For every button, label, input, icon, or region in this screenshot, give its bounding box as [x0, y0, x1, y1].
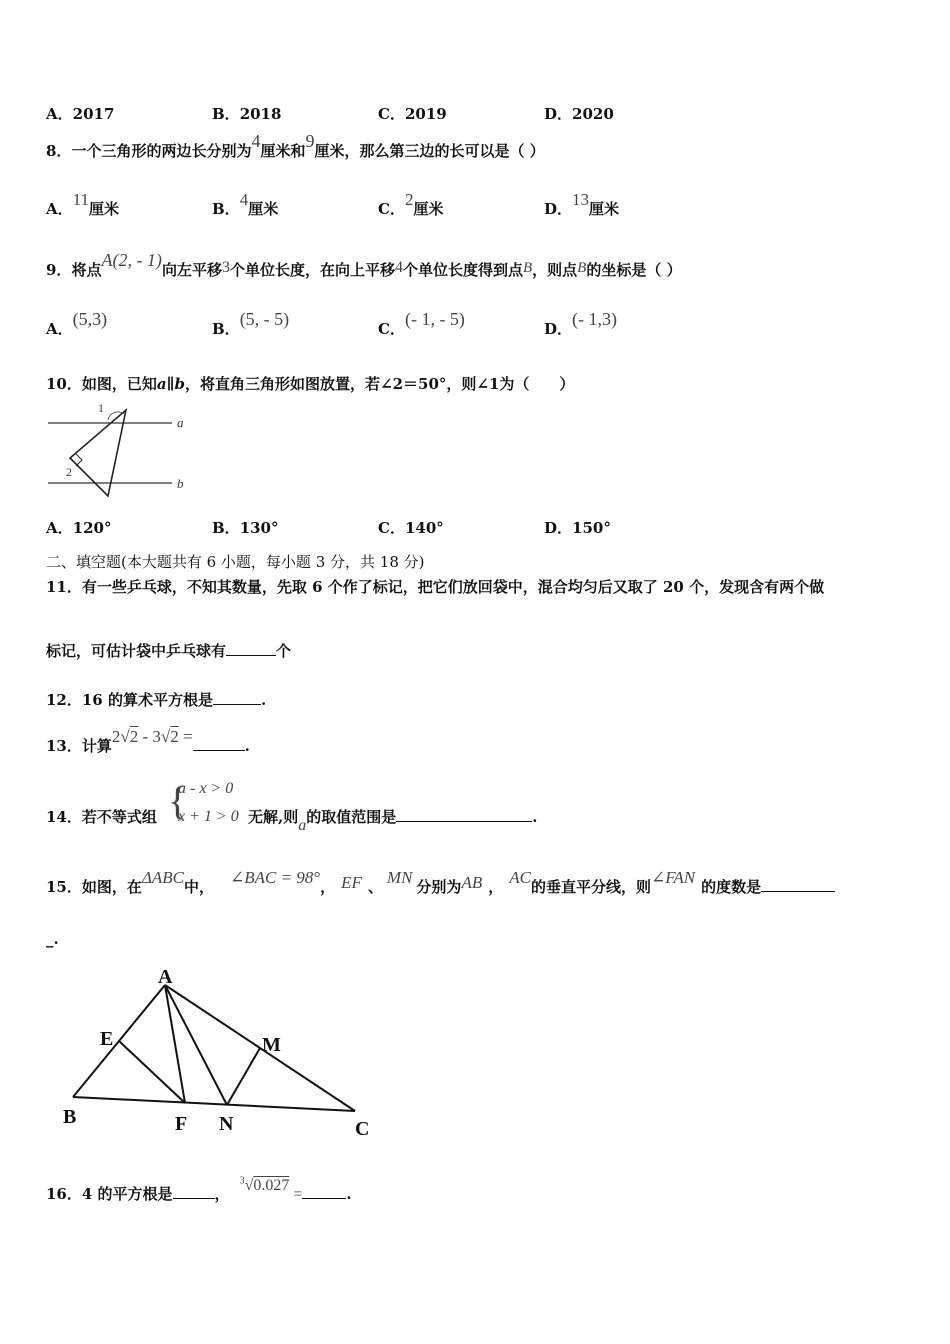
q16: 16．4 的平方根是 ，$^3$√0.027= .	[46, 1175, 352, 1203]
angle-1-label: 1	[98, 401, 104, 415]
q12: 12．16 的算术平方根是 .	[46, 691, 267, 709]
q12-answer-blank[interactable]	[213, 690, 261, 705]
q11-line2: 标记，可估计袋中乒乓球有 个	[46, 642, 292, 660]
q9-option-c: C．(- 1, - 5)	[378, 309, 465, 338]
angle-2-label: 2	[66, 465, 72, 479]
q8-option-d: D．13厘米	[544, 190, 620, 218]
q10-options	[46, 517, 611, 538]
point-c-label: C	[355, 1118, 370, 1140]
q14-brace: {	[168, 778, 188, 823]
q7-option-b: B．2018	[212, 105, 282, 123]
q15-figure	[55, 965, 385, 1145]
point-a-label: A	[158, 966, 173, 988]
q10-option-d: D．150°	[544, 519, 611, 537]
q15-answer-blank[interactable]	[761, 877, 835, 892]
q9-option-b: B．(5, - 5)	[212, 309, 290, 338]
segment-mn	[227, 1048, 260, 1105]
q10-option-b: B．130°	[212, 519, 279, 537]
q7-option-c: C．2019	[378, 105, 447, 123]
q14-answer-blank[interactable]	[396, 807, 532, 822]
q14-inequality-system	[168, 776, 248, 834]
q14-suffix: 无解,则a的取值范围是 .	[248, 808, 538, 834]
q13-expression: 2√2 - 3√2 =	[111, 727, 193, 746]
q7-option-a: A．2017	[46, 105, 115, 123]
q9-option-a: A．(5,3)	[46, 309, 108, 338]
q8-options	[46, 190, 620, 219]
q9-option-d: D．(- 1,3)	[544, 309, 617, 338]
q13: 13．计算2√2 - 3√2 = .	[46, 727, 250, 755]
line-b-label: b	[177, 476, 184, 491]
q14-inequality-2: x + 1 > 0	[178, 808, 239, 825]
point-n-label: N	[219, 1113, 234, 1135]
q15-stem: 15．如图，在ΔABC中， ∠BAC = 98°， EF 、 MN 分别为AB ， AC的垂直平分线，则∠FAN 的度数是	[46, 876, 835, 897]
q16-answer-blank-1[interactable]	[173, 1184, 215, 1199]
point-b-label: B	[63, 1106, 77, 1128]
q9-options	[46, 309, 617, 339]
point-m-label: M	[262, 1034, 281, 1056]
q11-line1: 11．有一些乒乓球，不知其数量，先取 6 个作了标记，把它们放回袋中，混合均匀后又取了 20 个，发现含有两个做	[46, 578, 825, 596]
q7-options	[46, 103, 614, 124]
point-e-label: E	[100, 1028, 114, 1050]
q8-option-a: A．11厘米	[46, 190, 120, 218]
q14-prefix: 14．若不等式组	[46, 808, 157, 826]
q16-answer-blank-2[interactable]	[302, 1184, 346, 1199]
q7-option-d: D．2020	[544, 105, 614, 123]
q10-stem: 10．如图，已知a∥b，将直角三角形如图放置，若∠2＝50°，则∠1为（ ）	[46, 375, 575, 393]
q8-option-b: B．4厘米	[212, 190, 279, 218]
q14-inequality-1: a - x > 0	[178, 780, 234, 797]
segment-bc	[73, 1097, 355, 1111]
q8-stem: 8．一个三角形的两边长分别为4厘米和9厘米，那么第三边的长可以是（ ）	[46, 131, 545, 160]
q10-option-c: C．140°	[378, 519, 444, 537]
point-f-label: F	[175, 1113, 188, 1135]
q13-answer-blank[interactable]	[193, 736, 245, 751]
q11-answer-blank[interactable]	[226, 641, 276, 656]
q8-option-c: C．2厘米	[378, 190, 444, 218]
section-2-title: 二、填空题(本大题共有 6 小题，每小题 3 分，共 18 分)	[46, 553, 425, 571]
q15-continuation: _.	[46, 930, 59, 948]
q16-cube-root: $^3$√0.027	[239, 1175, 290, 1194]
line-a-label: a	[177, 415, 184, 430]
q9-stem: 9．将点A(2, - 1)向左平移3个单位长度，在向上平移4个单位长度得到点B，则点B的坐标是（ ）	[46, 250, 682, 279]
q10-option-a: A．120°	[46, 519, 112, 537]
q10-figure	[40, 398, 200, 503]
